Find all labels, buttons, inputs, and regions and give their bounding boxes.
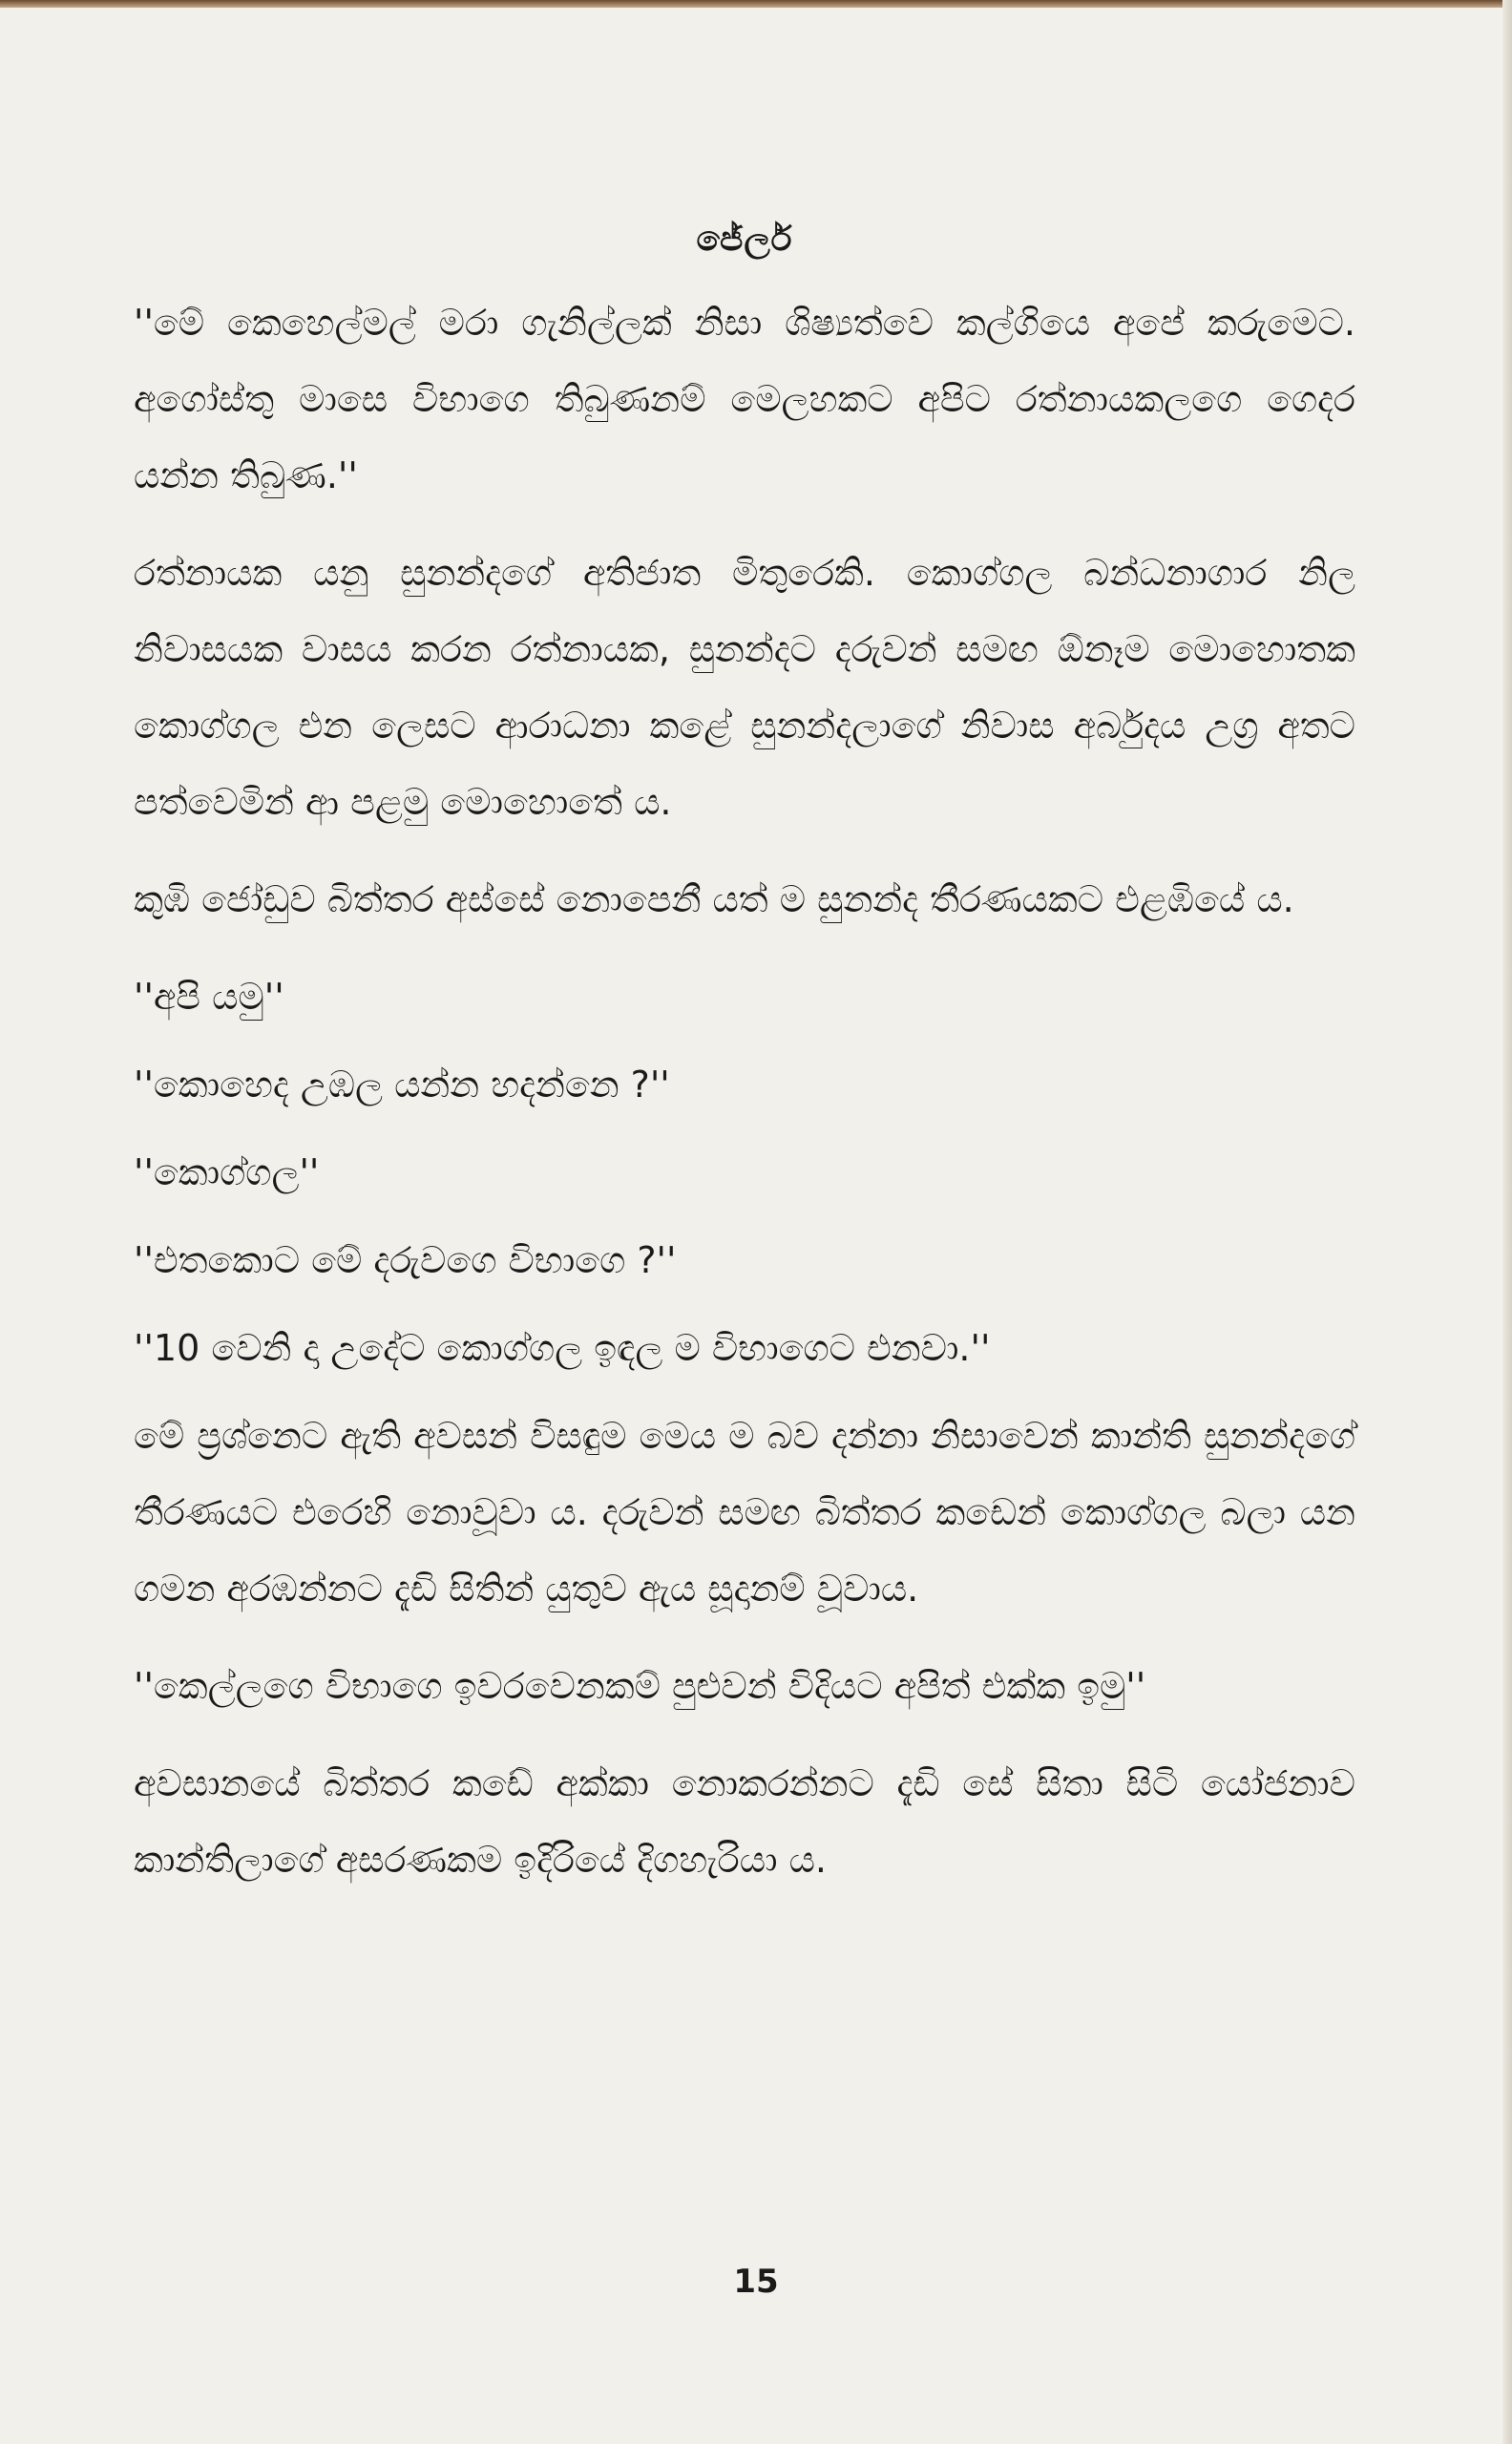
book-page [134, 220, 1355, 1919]
dialogue-line-6: ''කෙල්ලගෙ විභාගෙ ඉවරවෙනකම් පුළුවන් විදියට අපිත් එක්ක ඉමු'' [134, 1665, 1146, 1707]
paragraph-2: රත්නායක යනු සුනන්දගේ අතිජාත මිතුරෙකි. කොග්ගල බන්ධනාගාර නිල නිවාසයක වාසය කරන රත්නායක, සුනන්දට දරුවන් සමඟ ඕනෑම මොහොතක කොග්ගල එන ලෙසට ආරාධනා කළේ සුනන්දලාගේ නිවාස අර්බුදය උග්‍ර අතට පත්වෙමින් ආ පළමු මොහොතේ ය. [134, 552, 1355, 823]
dialogue-line-1: ''අපි යමු'' [134, 976, 284, 1018]
dialogue-line-2: ''කොහෙද උඹල යන්න හදන්නෙ ?'' [134, 1064, 670, 1106]
page-number: 15 [733, 2263, 779, 2301]
paragraph-3: කුඹි ජෝඩුව බිත්තර අස්සේ නොපෙනී යත් ම සුනන්ද තීරණයකට එළඹියේ ය. [134, 878, 1294, 920]
dialogue-line-5: ''10 වෙනි දා උදේට කොග්ගල ඉඳල ම විභාගෙට එනවා.'' [134, 1327, 991, 1369]
book-spine-shadow [1502, 0, 1512, 2444]
running-header: ජේලර් [696, 220, 793, 259]
paragraph-5: අවසානයේ බිත්තර කඩේ අක්කා නොකරන්නට දැඩි සේ සිතා සිටි යෝජනාව කාන්තිලාගේ අසරණකම ඉදිරියේ දිගහැරියා ය. [134, 1762, 1355, 1881]
dialogue-line-3: ''කොග්ගල'' [134, 1151, 320, 1193]
paragraph-1: ''මේ කෙහෙල්මල් මරා ගැනිල්ලක් නිසා ශිෂ්‍යත්වෙ කල්ගියෙ අපේ කරුමෙට. අගෝස්තු මාසෙ විභාගෙ තිබුණනම් මෙලහකට අපිට රත්නායකලගෙ ගෙදර යන්න තිබුණ.'' [134, 302, 1355, 496]
dialogue-line-4: ''එතකොට මේ දරුවගෙ විභාගෙ ?'' [134, 1239, 677, 1281]
paragraph-4: මේ ප්‍රශ්නෙට ඇති අවසන් විසඳුම මෙය ම බව දන්නා නිසාවෙන් කාන්ති සුනන්දගේ තීරණයට එරෙහි නොවූවා ය. දරුවන් සමඟ බිත්තර කඩෙන් කොග්ගල බලා යන ගමන අරඹන්නට දැඩි සිතින් යුතුව ඇය සූදානම් වූවාය. [134, 1415, 1355, 1610]
book-top-edge [0, 0, 1512, 8]
